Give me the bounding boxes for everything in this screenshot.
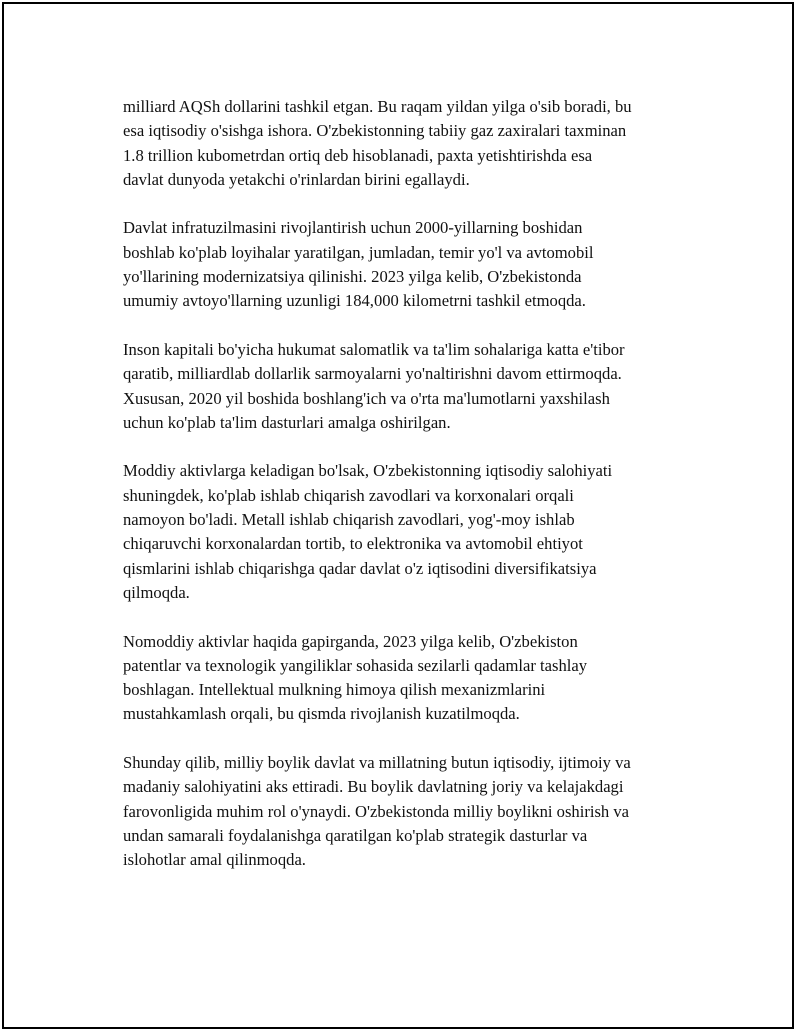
paragraph-infrastructure: Davlat infratuzilmasini rivojlantirish uchun 2000-yillarning boshidan boshlab ko'plab loyihalar yaratilgan, jumladan, temir yo'l va avtomobil yo'llarining modernizatsiya qilinishi. 2023 yilga kelib, O'zbekistonda umumiy avtoyo'llarning uzunligi 184,000 kilometrni tashkil etmoqda. xyxy=(123,218,594,311)
page-frame xyxy=(2,2,794,1029)
paragraph-human-capital: Inson kapitali bo'yicha hukumat salomatlik va ta'lim sohalariga katta e'tibor qaratib, milliardlab dollarlik sarmoyalarni yo'naltirishni davom ettirmoqda. Xususan, 2020 yil boshida boshlang'ich va o'rta ma'lumotlarni yaxshilash uchun ko'plab ta'lim dasturlari amalga oshirilgan. xyxy=(123,339,625,432)
paragraph-tangible-assets: Moddiy aktivlarga keladigan bo'lsak, O'zbekistonning iqtisodiy salohiyati shuningdek, ko'plab ishlab chiqarish zavodlari va korxonalari orqali namoyon bo'ladi. Metall ishlab chiqarish zavodlari, yog'-moy ishlab chiqaruvchi korxonalardan tortib, to elektronika va avtomobil ehtiyot qismlarini ishlab chiqarishga qadar davlat o'z iqtisodini diversifikatsiya qilmoqda. xyxy=(123,461,613,602)
paragraph-natural-resources: milliard AQSh dollarini tashkil etgan. Bu raqam yildan yilga o'sib boradi, bu esa iqtisodiy o'sishga ishora. O'zbekistonning tabiiy gaz zaxiralari taxminan 1.8 trillion kubometrdan ortiq deb hisoblanadi, paxta yetishtirishda esa davlat dunyoda yetakchi o'rinlardan birini egallaydi. xyxy=(123,97,632,189)
document-body xyxy=(123,95,698,897)
paragraph-conclusion: Shunday qilib, milliy boylik davlat va millatning butun iqtisodiy, ijtimoiy va madaniy salohiyatini aks ettiradi. Bu boylik davlatning joriy va kelajakdagi farovonligida muhim rol o'ynaydi. O'zbekistonda milliy boylikni oshirish va undan samarali foydalanishga qaratilgan ko'plab strategik dasturlar va islohotlar amal qilinmoqda. xyxy=(123,753,631,870)
paragraph-intangible-assets: Nomoddiy aktivlar haqida gapirganda, 2023 yilga kelib, O'zbekiston patentlar va texnologik yangiliklar sohasida sezilarli qadamlar tashlay boshlagan. Intellektual mulkning himoya qilish mexanizmlarini mustahkamlash orqali, bu qismda rivojlanish kuzatilmoqda. xyxy=(123,631,588,724)
